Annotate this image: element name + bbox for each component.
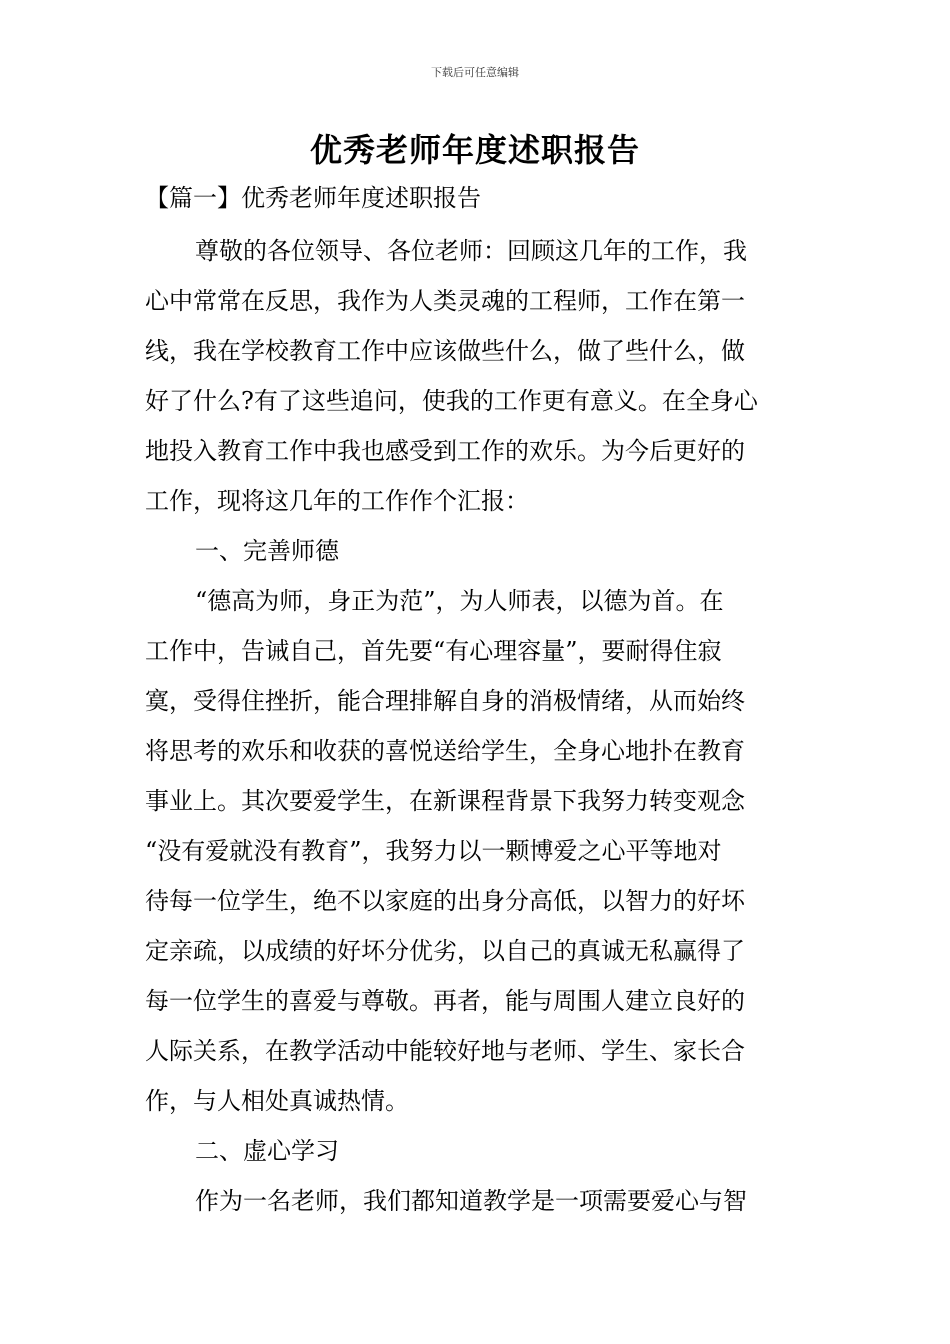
text-line: 将思考的欢乐和收获的喜悦送给学生，全身心地扑在教育 xyxy=(145,737,745,765)
text-line: 线，我在学校教育工作中应该做些什么，做了些什么，做 xyxy=(145,337,745,365)
section-heading: 【篇一】优秀老师年度述职报告 xyxy=(145,184,481,212)
text-line: “没有爱就没有教育”，我努力以一颗博爱之心平等地对 xyxy=(145,837,722,865)
text-line: 地投入教育工作中我也感受到工作的欢乐。为今后更好的 xyxy=(145,437,745,465)
text-line: 待每一位学生，绝不以家庭的出身分高低，以智力的好坏 xyxy=(145,887,745,915)
text-line: “德高为师，身正为范”，为人师表，以德为首。在 xyxy=(195,587,724,615)
text-line: 作为一名老师，我们都知道教学是一项需要爱心与智 xyxy=(195,1187,747,1215)
text-line: 一、完善师德 xyxy=(195,537,339,565)
text-line: 作，与人相处真诚热情。 xyxy=(145,1087,409,1115)
text-line: 寞，受得住挫折，能合理排解自身的消极情绪，从而始终 xyxy=(145,687,745,715)
text-line: 事业上。其次要爱学生，在新课程背景下我努力转变观念 xyxy=(145,787,745,815)
text-line: 好了什么?有了这些追问，使我的工作更有意义。在全身心 xyxy=(145,387,758,415)
body-text xyxy=(145,226,805,1226)
text-line: 工作，现将这几年的工作作个汇报： xyxy=(145,487,529,515)
text-line: 人际关系，在教学活动中能较好地与老师、学生、家长合 xyxy=(145,1037,745,1065)
header-note: 下载后可任意编辑 xyxy=(431,66,519,79)
document-title: 优秀老师年度述职报告 xyxy=(309,131,640,169)
text-line: 二、虚心学习 xyxy=(195,1137,339,1165)
text-line: 每一位学生的喜爱与尊敬。再者，能与周围人建立良好的 xyxy=(145,987,745,1015)
text-line: 定亲疏，以成绩的好坏分优劣，以自己的真诚无私赢得了 xyxy=(145,937,745,965)
text-line: 尊敬的各位领导、各位老师：回顾这几年的工作，我 xyxy=(195,237,747,265)
text-line: 工作中，告诫自己，首先要“有心理容量”，要耐得住寂 xyxy=(145,637,722,665)
text-line: 心中常常在反思，我作为人类灵魂的工程师，工作在第一 xyxy=(145,287,745,315)
